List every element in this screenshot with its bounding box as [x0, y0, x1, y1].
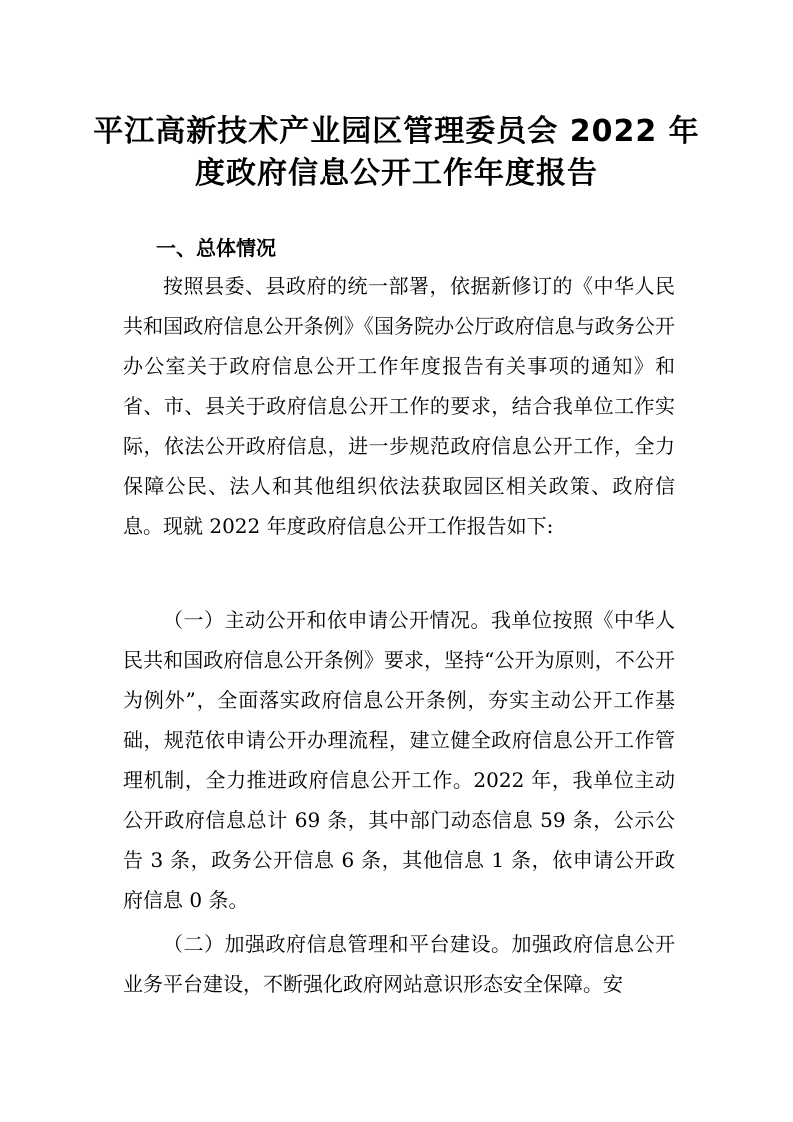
paragraph-active-disclosure: （一）主动公开和依申请公开情况。我单位按照《中华人民共和国政府信息公开条例》要求，坚持“公开为原则，不公开为例外”，全面落实政府信息公开条例，夯实主动公开工作基础，规范依申请公开办理流程，建立健全政府信息公开工作管理机制，全力推进政府信息公开工作。2022 年，我单位主动公开政府信息总计 69 条，其中部门动态信息 59 条，公示公告 3 条，政务公开信息 6 条，其他信息 1 条，依申请公开政府信息 0 条。	[123, 608, 675, 912]
paragraph-intro-block	[123, 266, 675, 546]
document-title-line-1: 平江高新技术产业园区管理委员会 2022 年	[93, 114, 700, 149]
paragraph-platform-building: （二）加强政府信息管理和平台建设。加强政府信息公开业务平台建设，不断强化政府网站意识形态安全保障。安	[123, 932, 675, 996]
section-heading-overview: 一、总体情况	[156, 236, 276, 260]
paragraph-active-disclosure-block	[123, 600, 675, 920]
document-title-line-2: 度政府信息公开工作年度报告	[195, 156, 598, 191]
paragraph-intro: 按照县委、县政府的统一部署，依据新修订的《中华人民共和国政府信息公开条例》《国务院办公厅政府信息与政务公开办公室关于政府信息公开工作年度报告有关事项的通知》和省、市、县关于政府信息公开工作的要求，结合我单位工作实际，依法公开政府信息，进一步规范政府信息公开工作，全力保障公民、法人和其他组织依法获取园区相关政策、政府信息。现就 2022 年度政府信息公开工作报告如下:	[123, 274, 675, 538]
paragraph-platform-building-block	[123, 924, 675, 1004]
